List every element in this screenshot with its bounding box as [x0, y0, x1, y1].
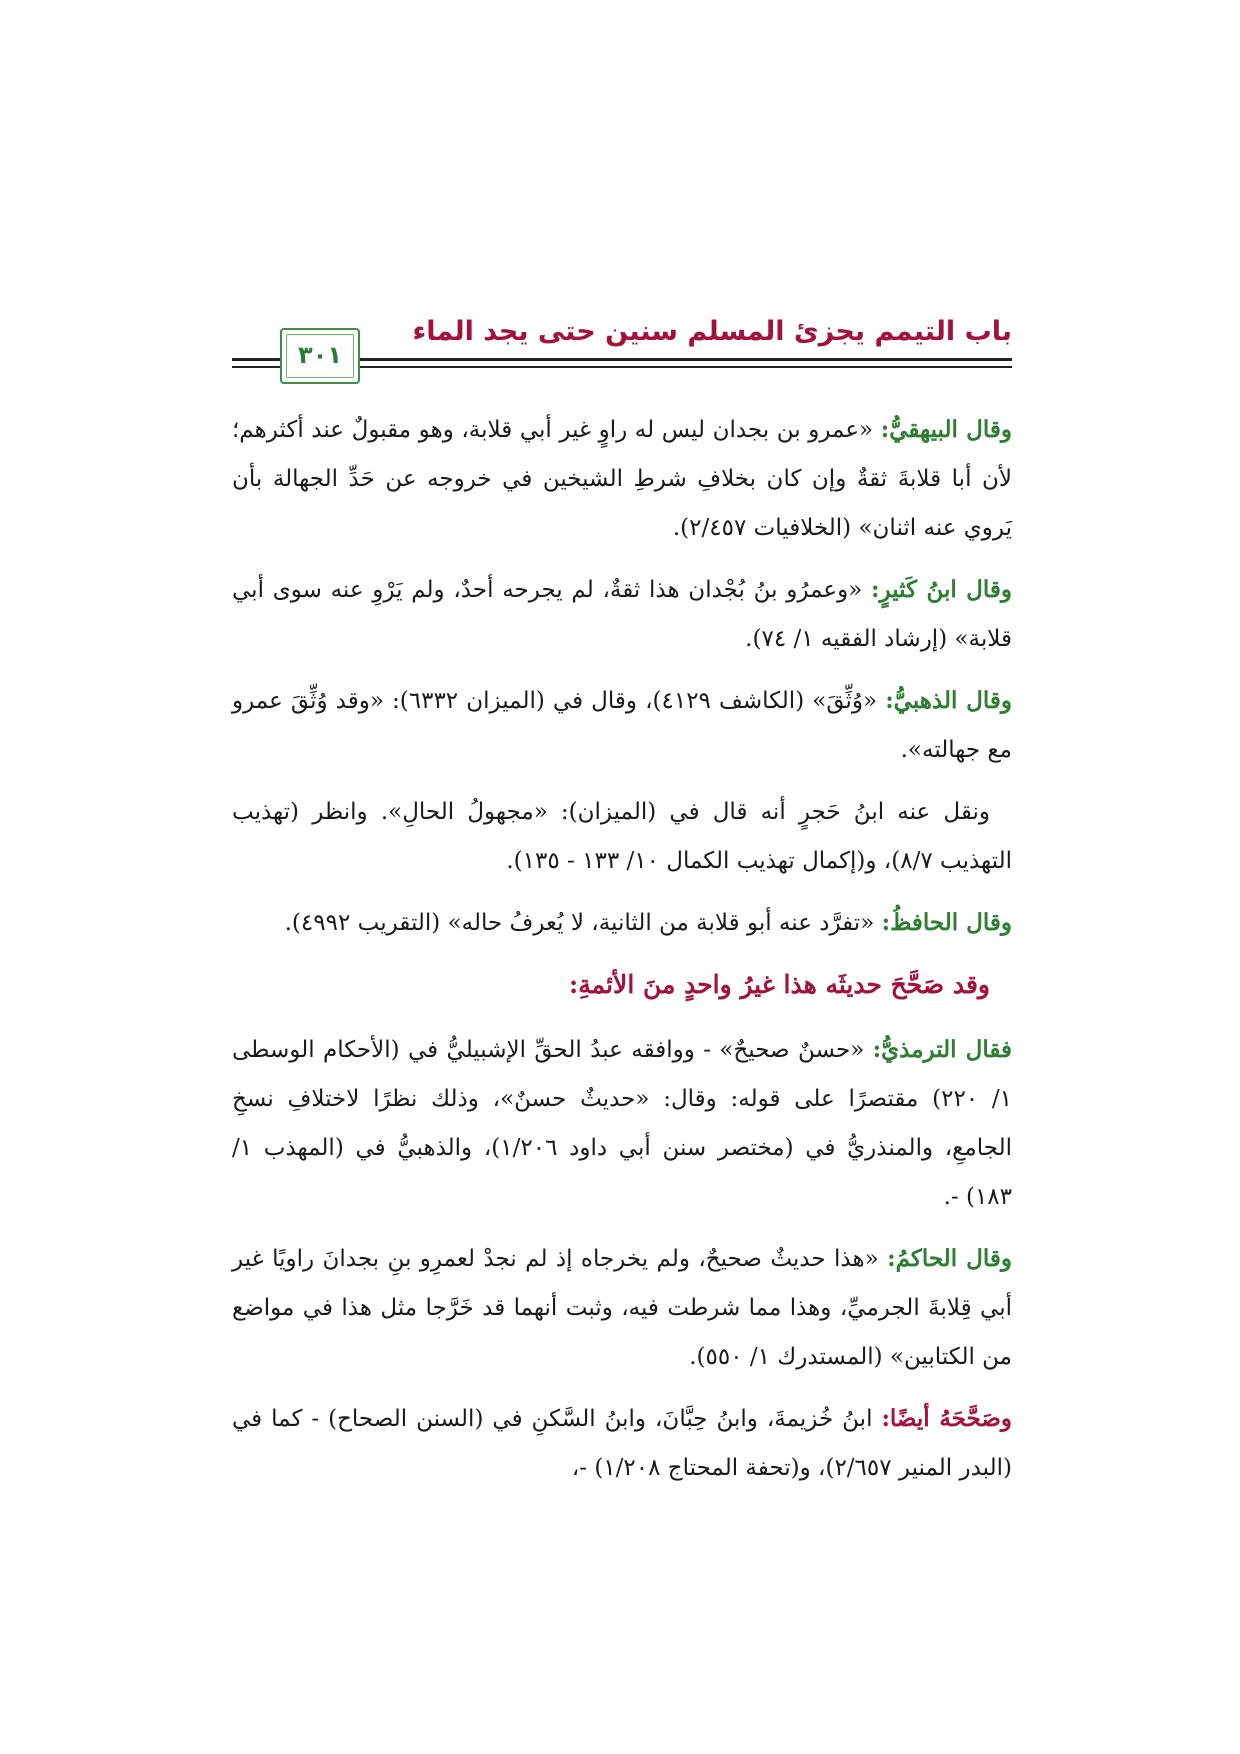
speaker-label: وقال ابنُ كَثيرٍ:: [871, 576, 1012, 603]
paragraph-text: «حسنٌ صحيحٌ» - ووافقه عبدُ الحقِّ الإشبيليُّ في (الأحكام الوسطى ١/ ٢٢٠) مقتصرًا على قوله: وقال: «حديثٌ حسنٌ»، وذلك نظرًا لاختلافِ نسخِ الجامعِ، والمنذريُّ في (مختصر سنن أبي داود ١/٢٠٦)، والذهبيُّ في (المهذب ١/ ١٨٣) -.: [232, 1037, 1013, 1210]
paragraph-text: ابنُ خُزيمةَ، وابنُ حِبَّانَ، وابنُ السَّكنِ في (السنن الصحاح) - كما في (البدر المنير ٢/٦٥٧)، و(تحفة المحتاج ١/٢٠٨) -،: [232, 1406, 1012, 1481]
paragraph-text: «وعمرُو بنُ بُجْدان هذا ثقةٌ، لم يجرحه أحدٌ، ولم يَرْوِ عنه سوى أبي قلابة» (إرشاد الفقيه ١/ ٧٤).: [232, 577, 1012, 652]
page-number: ٣٠١: [298, 341, 342, 369]
paragraph-text: «وُثِّقَ» (الكاشف ٤١٢٩)، وقال في (الميزان ٦٣٣٢): «وقد وُثِّقَ عمرو مع جهالته».: [232, 688, 1012, 763]
paragraph-text: ونقل عنه ابنُ حَجرٍ أنه قال في (الميزان): «مجهولُ الحالِ». وانظر (تهذيب التهذيب ٨/٧)، و(إكمال تهذيب الكمال ١٠/ ١٣٣ - ١٣٥).: [232, 799, 1012, 874]
page-body: [232, 405, 1012, 1505]
paragraph-text: «تفرَّد عنه أبو قلابة من الثانية، لا يُعرفُ حاله» (التقريب ٤٩٩٢).: [284, 910, 882, 936]
paragraph: [232, 676, 1012, 775]
paragraph: [232, 1025, 1012, 1222]
paragraph: [232, 787, 1012, 886]
page-number-badge: [280, 328, 360, 384]
paragraph: [232, 1394, 1012, 1493]
paragraph-text: «عمرو بن بجدان ليس له راوٍ غير أبي قلابة، وهو مقبولٌ عند أكثرهم؛ لأن أبا قلابةَ ثقةٌ وإن كان بخلافِ شرطِ الشيخين في خروجه عن حَدِّ الجهالة بأن يَروي عنه اثنان» (الخلافيات ٢/٤٥٧).: [232, 417, 1012, 541]
paragraph: [232, 565, 1012, 664]
speaker-label: وقال الذهبيُّ:: [885, 687, 1012, 714]
chapter-title: باب التيمم يجزئ المسلم سنين حتى يجد الماء: [412, 316, 1012, 347]
speaker-label: وصَحَّحَهُ أيضًا:: [881, 1405, 1012, 1432]
paragraph: [232, 1234, 1012, 1382]
page-header: [232, 312, 1012, 386]
speaker-label: وقال الحاكمُ:: [887, 1245, 1012, 1272]
paragraph-text: «هذا حديثٌ صحيحٌ، ولم يخرجاه إذ لم نجدْ لعمرِو بنِ بجدانَ راويًا غير أبي قِلابةَ الجرميِّ، وهذا مما شرطت فيه، وثبت أنهما قد خَرَّجا مثل هذا في مواضع من الكتابين» (المستدرك ١/ ٥٥٠).: [232, 1246, 1012, 1370]
paragraph: [232, 405, 1012, 553]
speaker-label: وقال البيهقيُّ:: [880, 416, 1012, 443]
speaker-label: وقال الحافظُ:: [881, 909, 1012, 936]
speaker-label: فقال الترمذيُّ:: [872, 1036, 1012, 1063]
paragraph: [232, 898, 1012, 948]
section-heading: وقد صَحَّحَ حديثَه هذا غيرُ واحدٍ منَ الأئمةِ:: [569, 970, 990, 999]
